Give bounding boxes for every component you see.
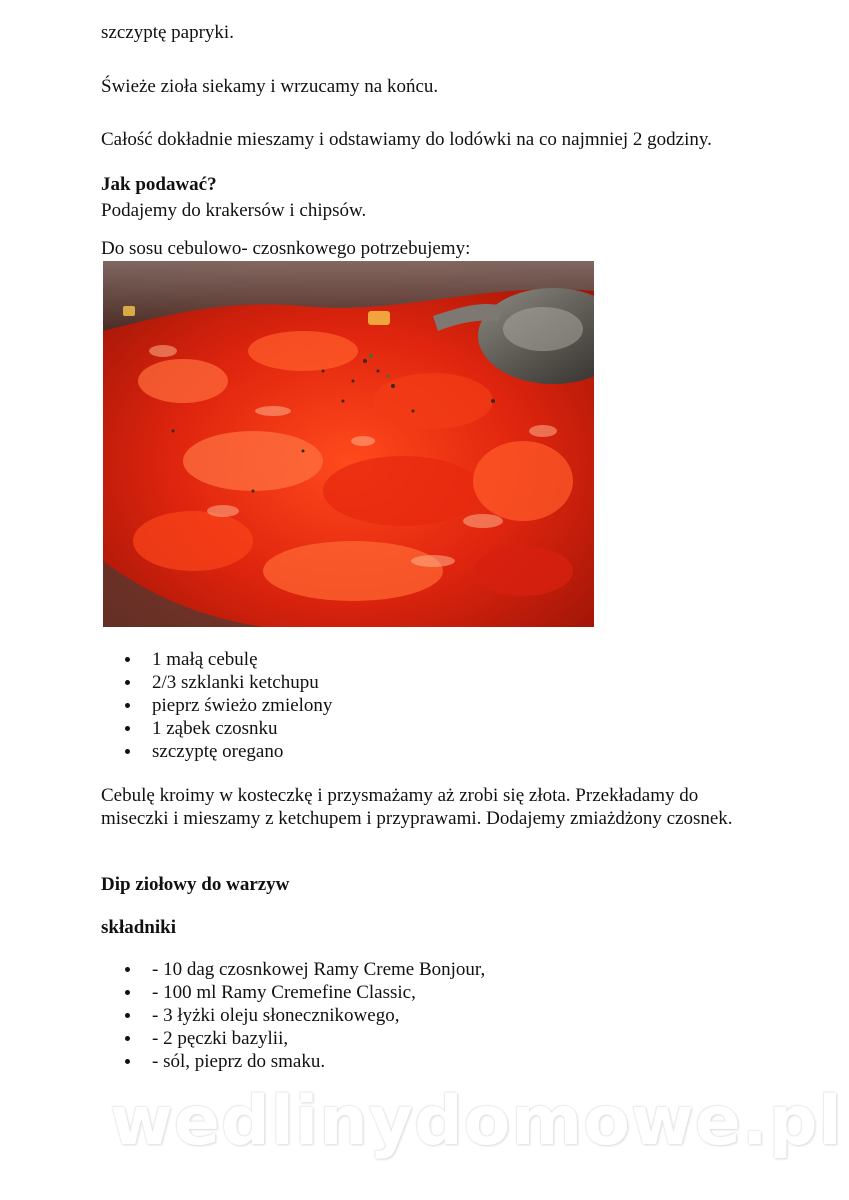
list-item [101,671,332,694]
list-item [101,1050,485,1073]
ingredient-label: 1 ząbek czosnku [152,718,278,739]
bullet-icon [125,990,130,995]
ingredient-label: - 2 pęczki bazylii, [152,1028,289,1049]
intro-line-chill: Całość dokładnie mieszamy i odstawiamy do lodówki na co najmniej 2 godziny. [101,129,712,150]
ingredient-label: - 100 ml Ramy Cremefine Classic, [152,982,416,1003]
ingredient-label: pieprz świeżo zmielony [152,695,333,716]
bullet-icon [125,967,130,972]
serving-heading: Jak podawać? [101,174,217,195]
ingredient-label: 1 małą cebulę [152,649,258,670]
list-item [101,1004,485,1027]
herb-dip-ingredients [101,958,485,1073]
bullet-icon [125,726,130,731]
bullet-icon [125,1036,130,1041]
list-item [101,1027,485,1050]
onion-sauce-ingredients [101,648,332,763]
list-item [101,958,485,981]
list-item [101,648,332,671]
ingredient-label: 2/3 szklanki ketchupu [152,672,319,693]
herb-dip-heading: Dip ziołowy do warzyw [101,874,290,895]
bullet-icon [125,703,130,708]
onion-sauce-method: Cebulę kroimy w kosteczkę i przysmażamy aż zrobi się złota. Przekładamy do miseczki i mieszamy z ketchupem i przyprawami. Dodajemy zmiażdżony czosnek. [101,785,733,829]
ingredient-label: - sól, pieprz do smaku. [152,1051,326,1072]
bullet-icon [125,1059,130,1064]
bullet-icon [125,749,130,754]
list-item [101,740,332,763]
serving-text: Podajemy do krakersów i chipsów. [101,200,367,221]
list-item [101,981,485,1004]
bullet-icon [125,1013,130,1018]
intro-line-herbs: Świeże zioła siekamy i wrzucamy na końcu. [101,76,439,97]
bullet-icon [125,680,130,685]
intro-line-paprika: szczyptę papryki. [101,22,234,43]
ingredient-label: - 10 dag czosnkowej Ramy Creme Bonjour, [152,959,486,980]
onion-sauce-intro: Do sosu cebulowo- czosnkowego potrzebujemy: [101,238,471,259]
ingredient-label: - 3 łyżki oleju słonecznikowego, [152,1005,400,1026]
bullet-icon [125,657,130,662]
sauce-photo [103,261,594,627]
watermark: wedlinydomowe.pl [110,1082,843,1161]
list-item [101,694,332,717]
list-item [101,717,332,740]
ingredient-label: szczyptę oregano [152,741,284,762]
herb-dip-subheading: składniki [101,917,176,938]
